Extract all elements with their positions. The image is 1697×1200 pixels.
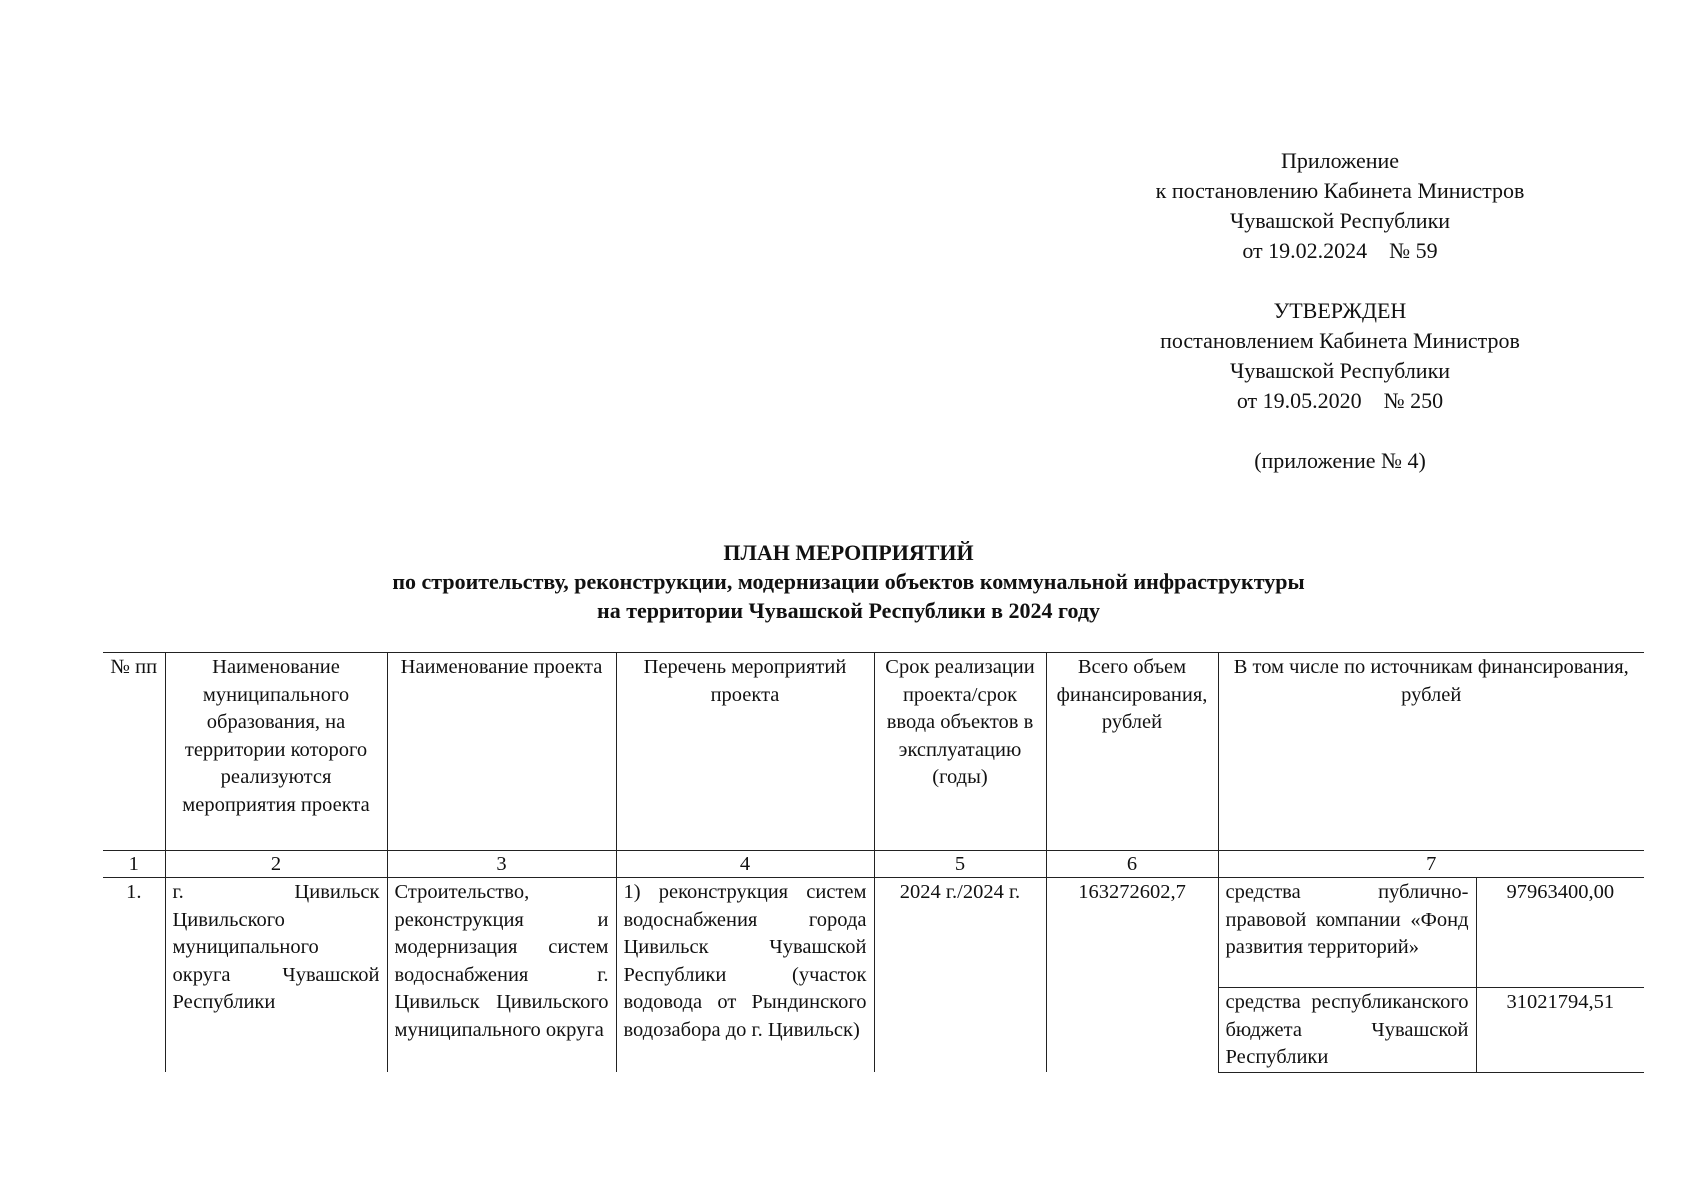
approved-block <box>1100 296 1580 416</box>
row-total: 163272602,7 <box>1046 878 1218 1073</box>
header-project-name: Наименование проекта <box>387 653 616 851</box>
column-number: 5 <box>874 851 1046 878</box>
doc-title-line1: ПЛАН МЕРОПРИЯТИЙ <box>723 540 974 565</box>
appendix-ref-text: (приложение № 4) <box>1254 448 1426 473</box>
appendix-line: к постановлению Кабинета Министров <box>1155 178 1525 203</box>
appendix-block <box>1100 146 1580 266</box>
appendix-line: Приложение <box>1280 148 1400 173</box>
approved-line: Чувашской Республики <box>1229 358 1451 383</box>
header-row <box>103 653 1644 851</box>
header-municipality: Наименование муниципального образования, на территории которого реализуются мероприятия проекта <box>165 653 387 851</box>
header-total: Всего объем финансирования, рублей <box>1046 653 1218 851</box>
doc-title-line2: по строительству, реконструкции, модернизации объектов коммунальной инфраструктуры <box>392 569 1305 594</box>
row-project-name: Строительство, реконструкция и модернизация систем водоснабжения г. Цивильск Цивильского муниципального округа <box>387 878 616 1073</box>
row-municipality: г. Цивильск Цивильского муниципального округа Чувашской Республики <box>165 878 387 1073</box>
approved-line: постановлением Кабинета Министров <box>1160 328 1520 353</box>
row-activities: 1) реконструкция систем водоснабжения города Цивильск Чувашской Республики (участок водовода от Рындинского водозабора до г. Цивильск) <box>616 878 874 1073</box>
approved-line: от 19.05.2020 № 250 <box>1236 388 1444 413</box>
appendix-ref <box>1100 446 1580 476</box>
header-activities: Перечень мероприятий проекта <box>616 653 874 851</box>
column-numbers-row <box>103 851 1644 878</box>
source-name: средства публично-правовой компании «Фонд развития территорий» <box>1218 878 1476 988</box>
column-number: 2 <box>165 851 387 878</box>
appendix-line: Чувашской Республики <box>1229 208 1451 233</box>
column-number: 7 <box>1218 851 1644 878</box>
column-number: 3 <box>387 851 616 878</box>
row-term: 2024 г./2024 г. <box>874 878 1046 1073</box>
doc-title <box>0 538 1697 625</box>
approved-line: УТВЕРЖДЕН <box>1273 298 1407 323</box>
table-row <box>103 878 1644 988</box>
row-num: 1. <box>103 878 165 1073</box>
doc-title-line3: на территории Чувашской Республики в 2024 году <box>597 598 1100 623</box>
column-number: 1 <box>103 851 165 878</box>
header-sources: В том числе по источникам финансирования, рублей <box>1218 653 1644 851</box>
plan-table <box>103 652 1644 1073</box>
column-number: 4 <box>616 851 874 878</box>
source-amount: 31021794,51 <box>1476 988 1644 1073</box>
source-amount: 97963400,00 <box>1476 878 1644 988</box>
header-num: № пп <box>103 653 165 851</box>
header-term: Срок реализации проекта/срок ввода объектов в эксплуатацию (годы) <box>874 653 1046 851</box>
column-number: 6 <box>1046 851 1218 878</box>
source-name: средства республиканского бюджета Чувашской Республики <box>1218 988 1476 1073</box>
appendix-line: от 19.02.2024 № 59 <box>1242 238 1438 263</box>
